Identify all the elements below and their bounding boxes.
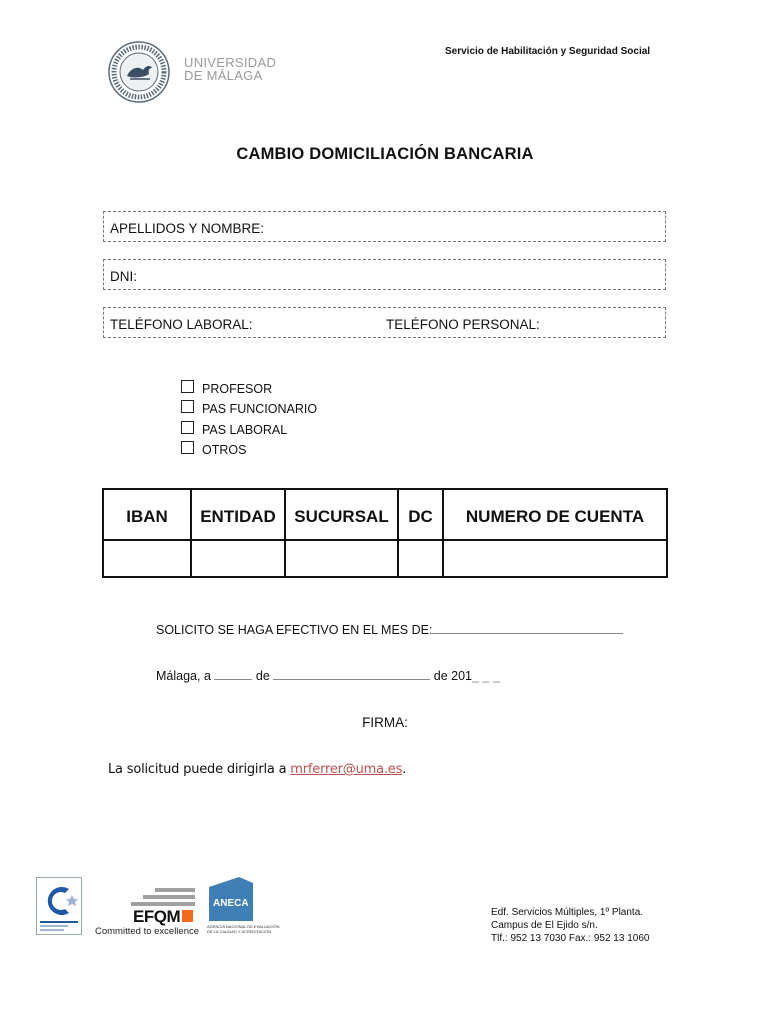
sucursal-cell[interactable]	[285, 540, 398, 577]
checkbox[interactable]	[181, 441, 194, 454]
iban-cell[interactable]	[103, 540, 191, 577]
account-number-header: NUMERO DE CUENTA	[443, 489, 667, 540]
effective-month-blank[interactable]	[432, 632, 623, 634]
efqm-tagline: Committed to excellence	[95, 926, 200, 937]
efqm-text: EFQM	[133, 907, 181, 926]
dni-field[interactable]	[103, 259, 666, 290]
entidad-header: ENTIDAD	[191, 489, 285, 540]
request-note: La solicitud puede dirigirla a mrferrer@uma.es.	[108, 762, 407, 777]
service-name: Servicio de Habilitación y Seguridad Social	[445, 46, 651, 57]
personal-phone-label: TELÉFONO PERSONAL:	[386, 317, 540, 332]
university-seal-icon	[108, 41, 170, 103]
signature-label: FIRMA:	[362, 715, 408, 730]
bank-account-table	[102, 488, 668, 578]
quality-seal-icon	[36, 877, 82, 935]
checkbox[interactable]	[181, 421, 194, 434]
entidad-cell[interactable]	[191, 540, 285, 577]
effective-month-label: SOLICITO SE HAGA EFECTIVO EN EL MES DE:	[156, 623, 433, 637]
month-blank[interactable]	[273, 678, 430, 680]
aneca-logo: ANECA AGENCIA NACIONAL DE EVALUACIÓN DE LA CALIDAD Y ACREDITACIÓN	[207, 877, 279, 939]
document-title: CAMBIO DOMICILIACIÓN BANCARIA	[236, 145, 534, 163]
de-label-2: de 201	[433, 669, 472, 683]
email-link[interactable]: mrferrer@uma.es	[290, 762, 403, 777]
account-number-cell[interactable]	[443, 540, 667, 577]
sucursal-header: SUCURSAL	[285, 489, 398, 540]
day-blank[interactable]	[214, 678, 252, 680]
effective-month-line	[156, 623, 623, 637]
date-line	[156, 669, 500, 683]
dc-cell[interactable]	[398, 540, 443, 577]
name-label: APELLIDOS Y NOMBRE:	[110, 221, 265, 236]
phone-field[interactable]	[103, 307, 666, 338]
efqm-square-icon	[182, 910, 193, 922]
work-phone-label: TELÉFONO LABORAL:	[110, 317, 253, 332]
city-label: Málaga, a	[156, 669, 211, 683]
de-label-1: de	[255, 669, 270, 683]
footer-address: Edf. Servicios Múltiples, 1º Planta. Campus de El Ejido s/n. Tlf.: 952 13 7030 Fax.: 952 13 1060	[491, 907, 650, 944]
checkbox[interactable]	[181, 400, 194, 413]
efqm-logo	[95, 888, 199, 938]
checkbox[interactable]	[181, 380, 194, 393]
year-blank[interactable]: _ _ _	[471, 669, 500, 683]
iban-header: IBAN	[103, 489, 191, 540]
dni-label: DNI:	[110, 269, 137, 284]
name-field[interactable]	[103, 211, 666, 242]
dc-header: DC	[398, 489, 443, 540]
university-name: UNIVERSIDAD DE MÁLAGA	[184, 55, 277, 83]
